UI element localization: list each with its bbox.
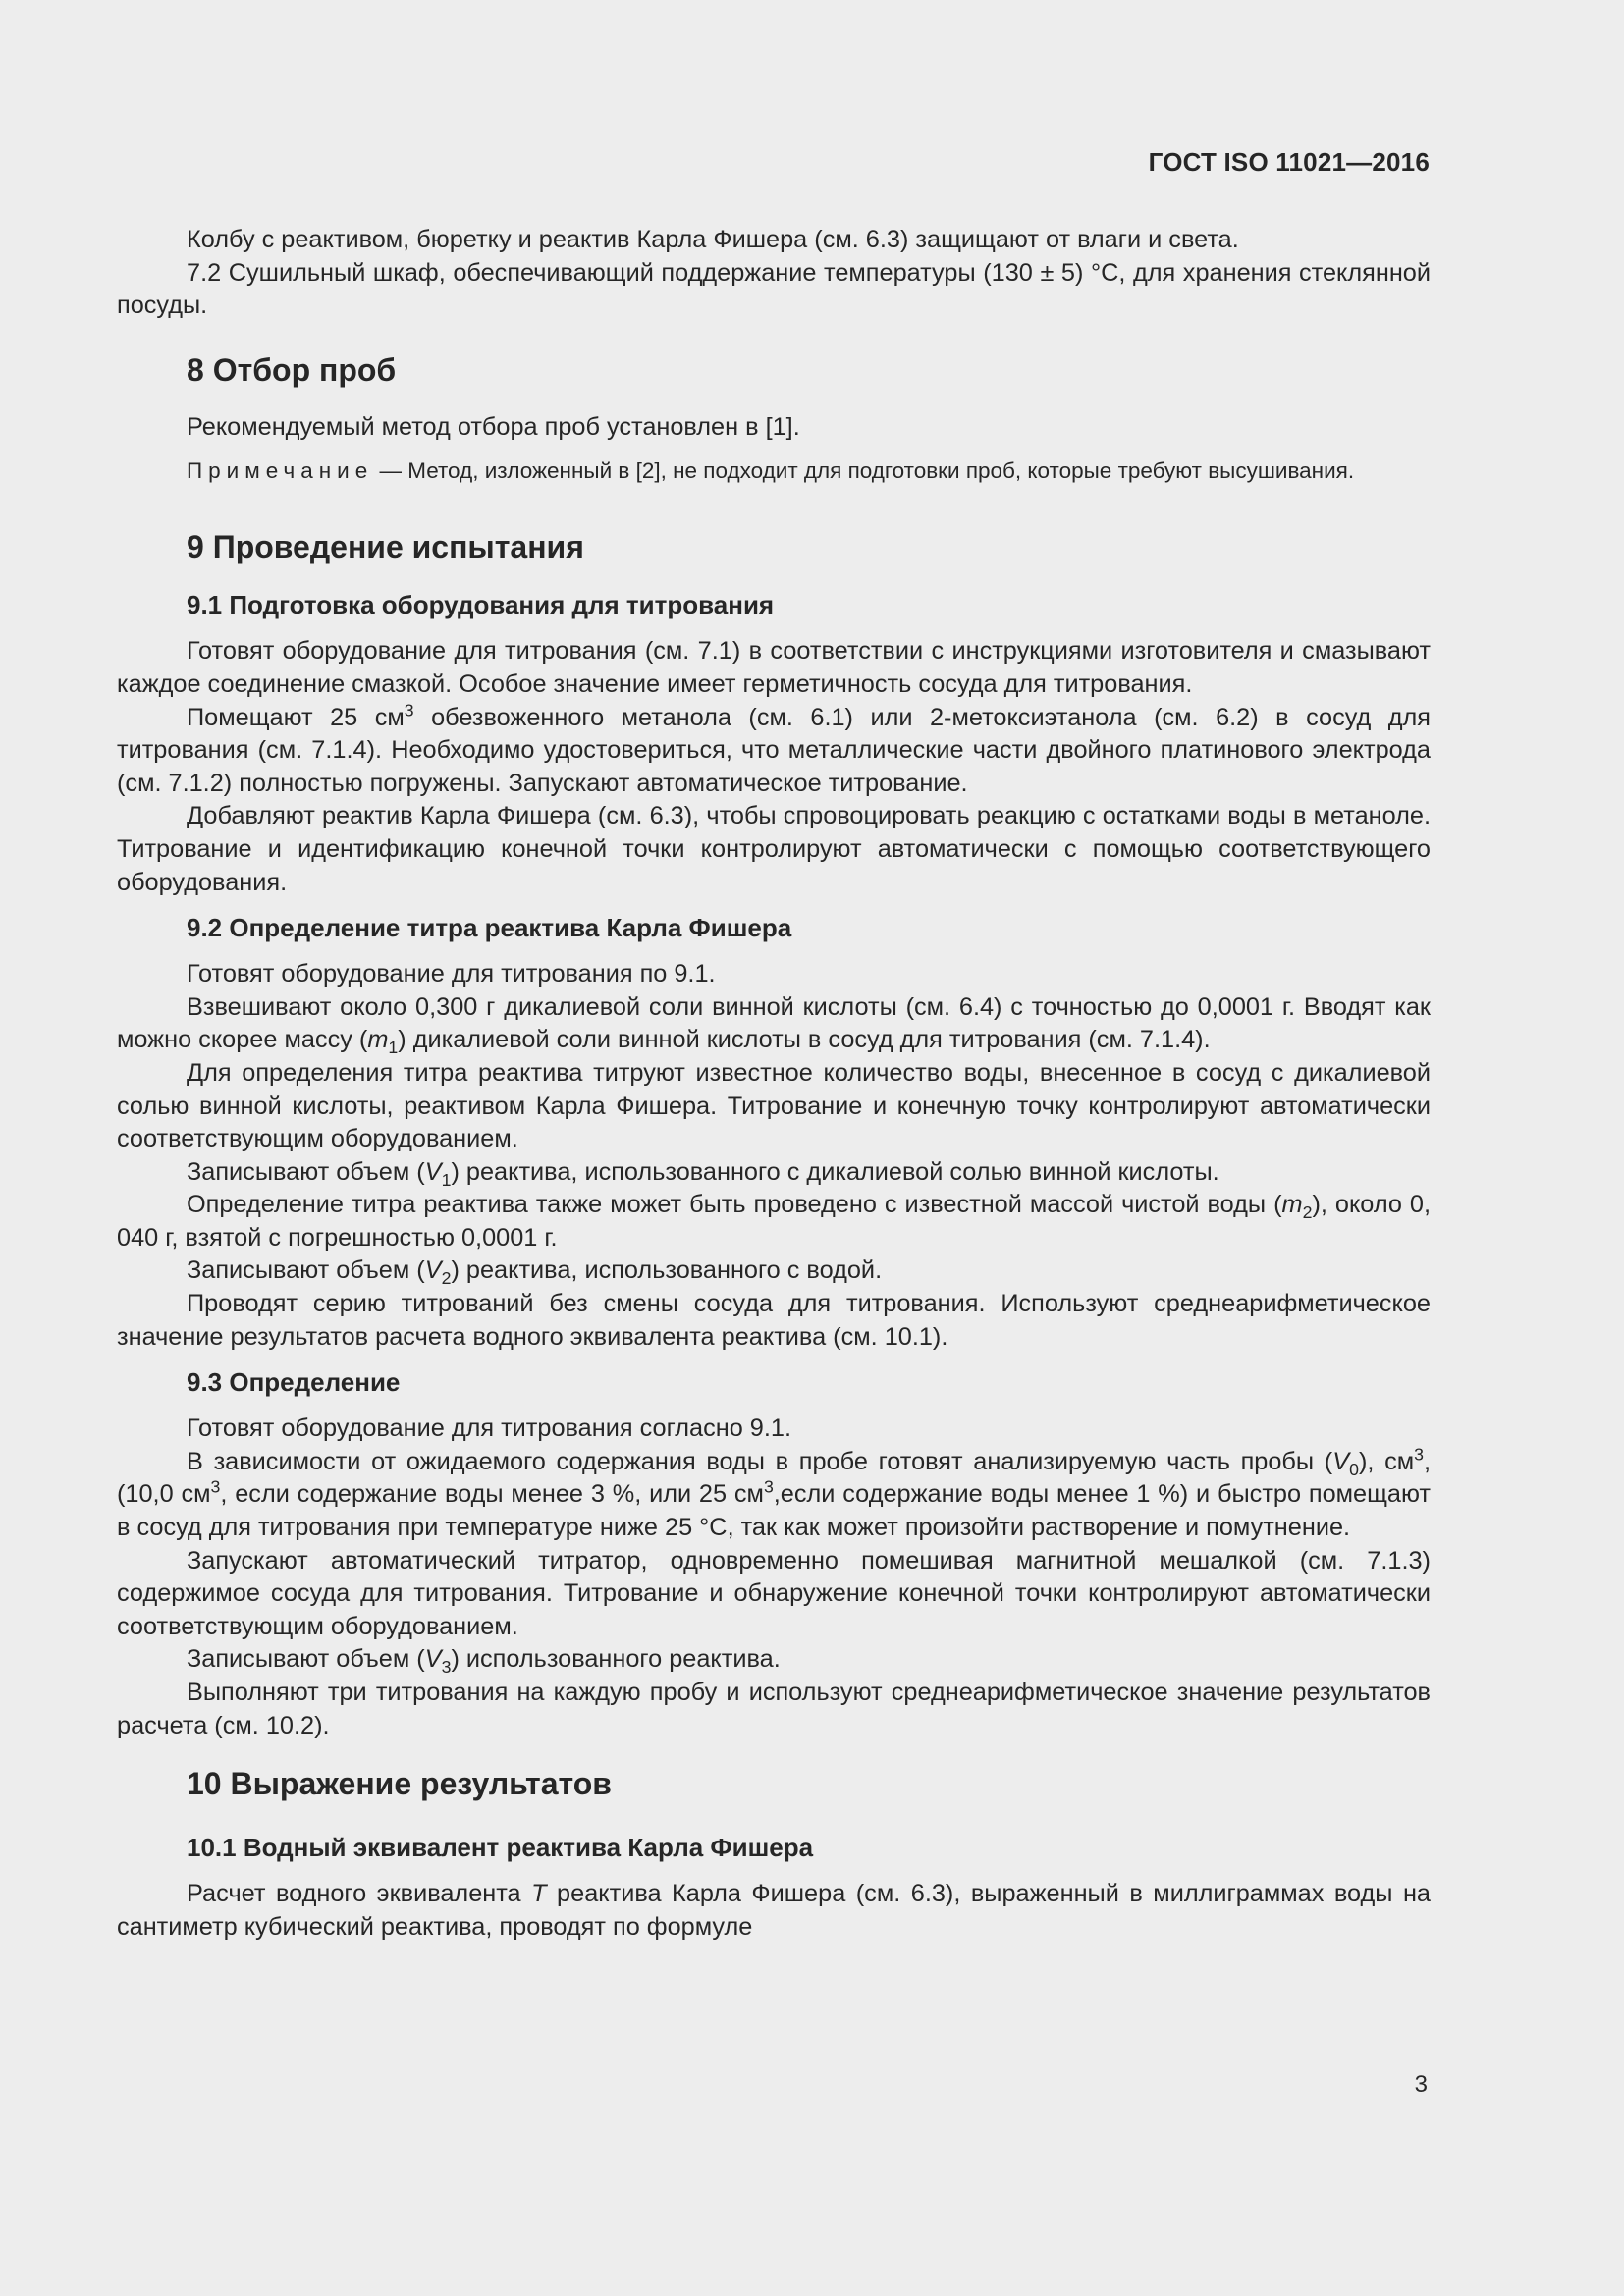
subsection-heading-9-2: 9.2 Определение титра реактива Карла Фишера xyxy=(187,913,792,943)
paragraph: Расчет водного эквивалента T реактива Карла Фишера (см. 6.3), выраженный в миллиграммах воды на сантиметр кубический реактива, проводят по формуле xyxy=(117,1880,1431,1941)
paragraph: Помещают 25 $см^3$ обезвоженного метанола (см. 6.1) или 2-метоксиэтанола (см. 6.2) в сосуд для титрования (см. 7.1.4). Необходимо удостовериться, что металлические части двойного платинового электрода (см. 7.1.2) полностью погружены. Запускают автоматическое титрование. xyxy=(117,700,1431,797)
paragraph: Записывают объем $(V_3)$ использованного реактива. xyxy=(187,1645,781,1678)
section-heading-9: 9 Проведение испытания xyxy=(187,529,584,565)
note-text: — Метод, изложенный в [2], не подходит для подготовки проб, которые требуют высушивания. xyxy=(373,458,1355,484)
section-heading-8: 8 Отбор проб xyxy=(187,351,397,388)
section-heading-10: 10 Выражение результатов xyxy=(187,1766,612,1802)
paragraph: Выполняют три титрования на каждую пробу и используют среднеарифметическое значение результатов расчета (см. 10.2). xyxy=(117,1679,1431,1739)
page-number: 3 xyxy=(1414,2071,1428,2098)
paragraph: Колбу с реактивом, бюретку и реактив Карла Фишера (см. 6.3) защищают от влаги и света. xyxy=(187,226,1239,253)
paragraph: Рекомендуемый метод отбора проб установлен в [1]. xyxy=(187,412,800,441)
paragraph: Готовят оборудование для титрования (см. 7.1) в соответствии с инструкциями изготовителя и смазывают каждое соединение смазкой. Особое значение имеет герметичность сосуда для титрования. xyxy=(117,637,1431,698)
paragraph: Записывают объем $(V_2)$ реактива, использованного с водой. xyxy=(187,1256,883,1289)
paragraph: Взвешивают около 0,300 г дикалиевой соли винной кислоты (см. 6.4) с точностью до 0,0001 г. Вводят как можно скорее массу $(m_1)$ дикалиевой соли винной кислоты в сосуд для титрования (см. 7.1.4). xyxy=(117,992,1431,1058)
paragraph: Для определения титра реактива титруют известное количество воды, внесенное в сосуд с дикалиевой солью винной кислоты, реактивом Карла Фишера. Титрование и конечную точку контролируют автоматически соответствующим оборудованием. xyxy=(117,1058,1431,1153)
document-id-header: ГОСТ ISO 11021—2016 xyxy=(1148,147,1430,177)
note-label: Примечание xyxy=(187,458,374,484)
paragraph: Записывают объем $(V_1)$ реактива, использованного с дикалиевой солью винной кислоты. xyxy=(187,1157,1219,1190)
subsection-heading-9-3: 9.3 Определение xyxy=(187,1367,401,1398)
paragraph: Проводят серию титрований без смены сосуда для титрования. Используют среднеарифметическое значение результатов расчета водного эквивалента реактива (см. 10.1). xyxy=(117,1290,1431,1351)
paragraph: В зависимости от ожидаемого содержания воды в пробе готовят анализируемую часть пробы $(V_0)$, $см^3$, (10,0 $см^3$, если содержание воды менее 3 %, или 25 $см^3,если$ содержание воды менее 1 %) и быстро помещают в сосуд для титрования при температуре ниже 25 °С, так как может произойти растворение и помутнение. xyxy=(117,1444,1431,1542)
document-body xyxy=(117,224,1431,1944)
paragraph: Готовят оборудование для титрования согласно 9.1. xyxy=(187,1415,791,1443)
paragraph: Добавляют реактив Карла Фишера (см. 6.3), чтобы спровоцировать реакцию с остатками воды в метаноле. Титрование и идентификацию конечной точки контролируют автоматически с помощью соответствующего оборудования. xyxy=(117,802,1431,896)
paragraph: Готовят оборудование для титрования по 9.1. xyxy=(187,960,716,988)
subsection-heading-10-1: 10.1 Водный эквивалент реактива Карла Фишера xyxy=(187,1833,814,1863)
note xyxy=(117,455,1431,486)
subsection-heading-9-1: 9.1 Подготовка оборудования для титрования xyxy=(187,590,775,620)
paragraph: Запускают автоматический титратор, одновременно помешивая магнитной мешалкой (см. 7.1.3) содержимое сосуда для титрования. Титрование и обнаружение конечной точки контролируют автоматически соответствующим оборудованием. xyxy=(117,1546,1431,1640)
paragraph: 7.2 Сушильный шкаф, обеспечивающий поддержание температуры (130 ± 5) °С, для хранения стеклянной посуды. xyxy=(117,258,1431,320)
paragraph: Определение титра реактива также может быть проведено с известной массой чистой воды $(m_2)$, около 0, 040 г, взятой с погрешностью 0,0001 г. xyxy=(117,1191,1432,1252)
